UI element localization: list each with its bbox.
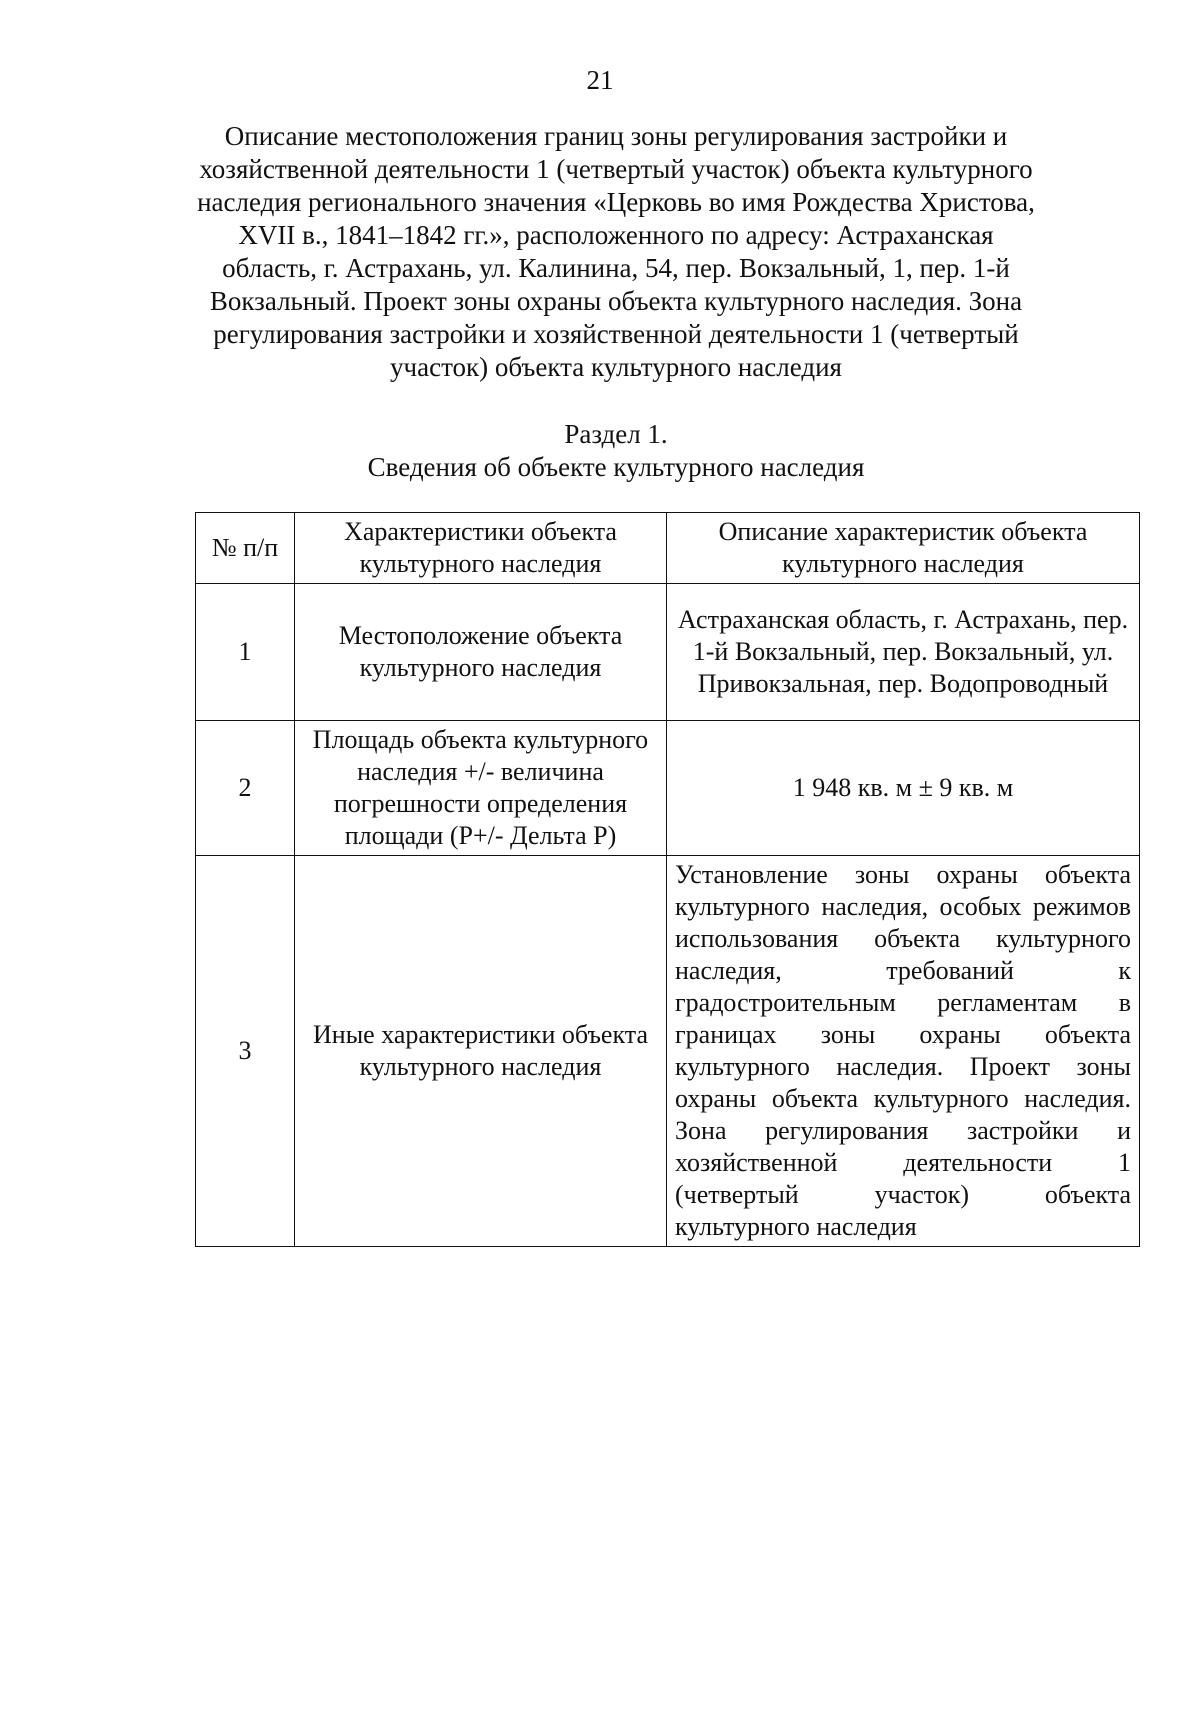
header-num: № п/п [196, 513, 295, 584]
row-characteristic: Иные характеристики объекта культурного наследия [295, 856, 667, 1247]
header-characteristic: Характеристики объекта культурного наследия [295, 513, 667, 584]
row-description: 1 948 кв. м ± 9 кв. м [667, 721, 1140, 856]
row-num: 1 [196, 584, 295, 721]
table-header-row [196, 513, 1140, 584]
section-heading [196, 418, 1036, 484]
row-num: 3 [196, 856, 295, 1247]
row-description: Установление зоны охраны объекта культурного наследия, особых режимов использования объекта культурного наследия, требований к градостроительным регламентам в границах зоны охраны объекта культурного наследия. Проект зоны охраны объекта культурного наследия. Зона регулирования застройки и хозяйственной деятельности 1 (четвертый участок) объекта культурного наследия [667, 856, 1140, 1247]
section-title: Сведения об объекте культурного наследия [367, 452, 865, 482]
page-number: 21 [586, 65, 614, 95]
table-row [196, 856, 1140, 1247]
heritage-info-table [195, 512, 1140, 1247]
row-description: Астраханская область, г. Астрахань, пер. 1-й Вокзальный, пер. Вокзальный, ул. Привокзальная, пер. Водопроводный [667, 584, 1140, 721]
document-title: Описание местоположения границ зоны регулирования застройки и хозяйственной деятельности 1 (четвертый участок) объекта культурного наследия регионального значения «Церковь во имя Рождества Христова, XVII в., 1841–1842 гг.», расположенного по адресу: Астраханская область, г. Астрахань, ул. Калинина, 54, пер. Вокзальный, 1, пер. 1-й Вокзальный. Проект зоны охраны объекта культурного наследия. Зона регулирования застройки и хозяйственной деятельности 1 (четвертый участок) объекта культурного наследия [197, 121, 1035, 382]
table-row [196, 584, 1140, 721]
header-description: Описание характеристик объекта культурного наследия [667, 513, 1140, 584]
row-num: 2 [196, 721, 295, 856]
table-row [196, 721, 1140, 856]
section-number: Раздел 1. [564, 419, 668, 449]
row-characteristic: Местоположение объекта культурного наследия [295, 584, 667, 721]
row-characteristic: Площадь объекта культурного наследия +/- величина погрешности определения площади (Р+/- Дельта Р) [295, 721, 667, 856]
